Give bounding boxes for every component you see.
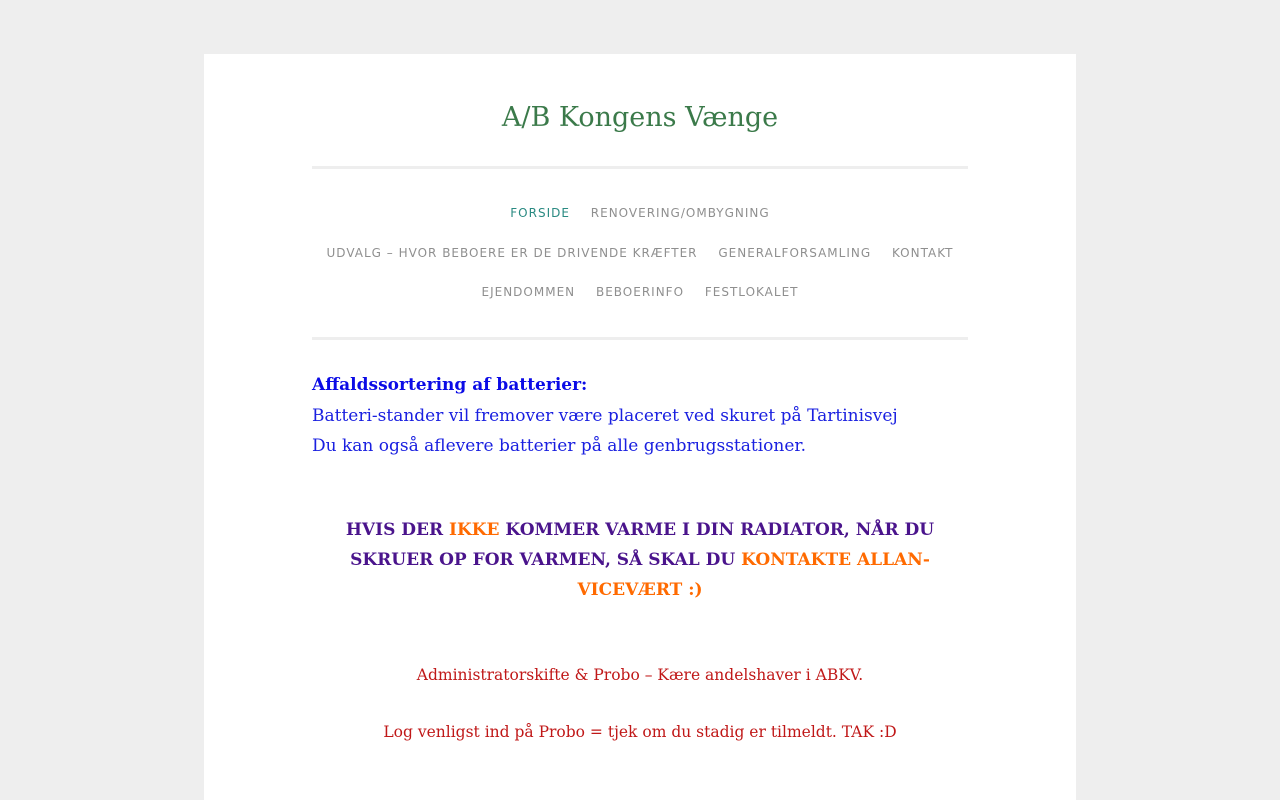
heat-text-contact: KONTAKTE ALLAN-VICEVÆRT :) bbox=[577, 550, 930, 600]
nav-item-generalforsamling[interactable]: GENERALFORSAMLING bbox=[718, 246, 872, 260]
main-nav-row-1 bbox=[312, 206, 968, 220]
main-nav-row-2 bbox=[312, 246, 968, 260]
battery-line-2: Du kan også aflevere batterier på alle genbrugsstationer. bbox=[312, 436, 807, 456]
nav-item-kontakt[interactable]: KONTAKT bbox=[891, 246, 954, 260]
nav-item-festlokalet[interactable]: FESTLOKALET bbox=[704, 285, 799, 299]
nav-item-beboerinfo[interactable]: BEBOERINFO bbox=[595, 285, 685, 299]
battery-heading: Affaldssortering af batterier: bbox=[312, 375, 588, 395]
nav-item-renovering[interactable]: RENOVERING/OMBYGNING bbox=[590, 206, 770, 220]
heat-text-ikke: IKKE bbox=[449, 520, 500, 540]
nav-item-udvalg[interactable]: UDVALG – HVOR BEBOERE ER DE DRIVENDE KRÆFTER bbox=[326, 246, 698, 260]
nav-item-forside[interactable]: FORSIDE bbox=[510, 206, 570, 220]
admin-notice-line-2: Log venligst ind på Probo = tjek om du stadig er tilmeldt. TAK :D bbox=[383, 723, 897, 741]
heating-notice bbox=[312, 515, 968, 605]
main-nav-row-3 bbox=[312, 285, 968, 299]
battery-notice bbox=[312, 370, 968, 462]
heat-text-2: KOMMER VARME I DIN RADIATOR, NÅR DU SKRUER OP FOR VARMEN, SÅ SKAL DU bbox=[350, 520, 935, 570]
site-title[interactable]: A/B Kongens Vænge bbox=[501, 102, 779, 133]
heat-text-1: HVIS DER bbox=[345, 520, 450, 540]
nav-item-ejendommen[interactable]: EJENDOMMEN bbox=[481, 285, 576, 299]
admin-notice-line-1: Administratorskifte & Probo – Kære andelshaver i ABKV. bbox=[416, 666, 864, 684]
battery-line-1: Batteri-stander vil fremover være placeret ved skuret på Tartinisvej bbox=[312, 405, 898, 426]
nav-divider bbox=[312, 337, 968, 340]
header-divider bbox=[312, 166, 968, 169]
page-container bbox=[204, 54, 1076, 800]
